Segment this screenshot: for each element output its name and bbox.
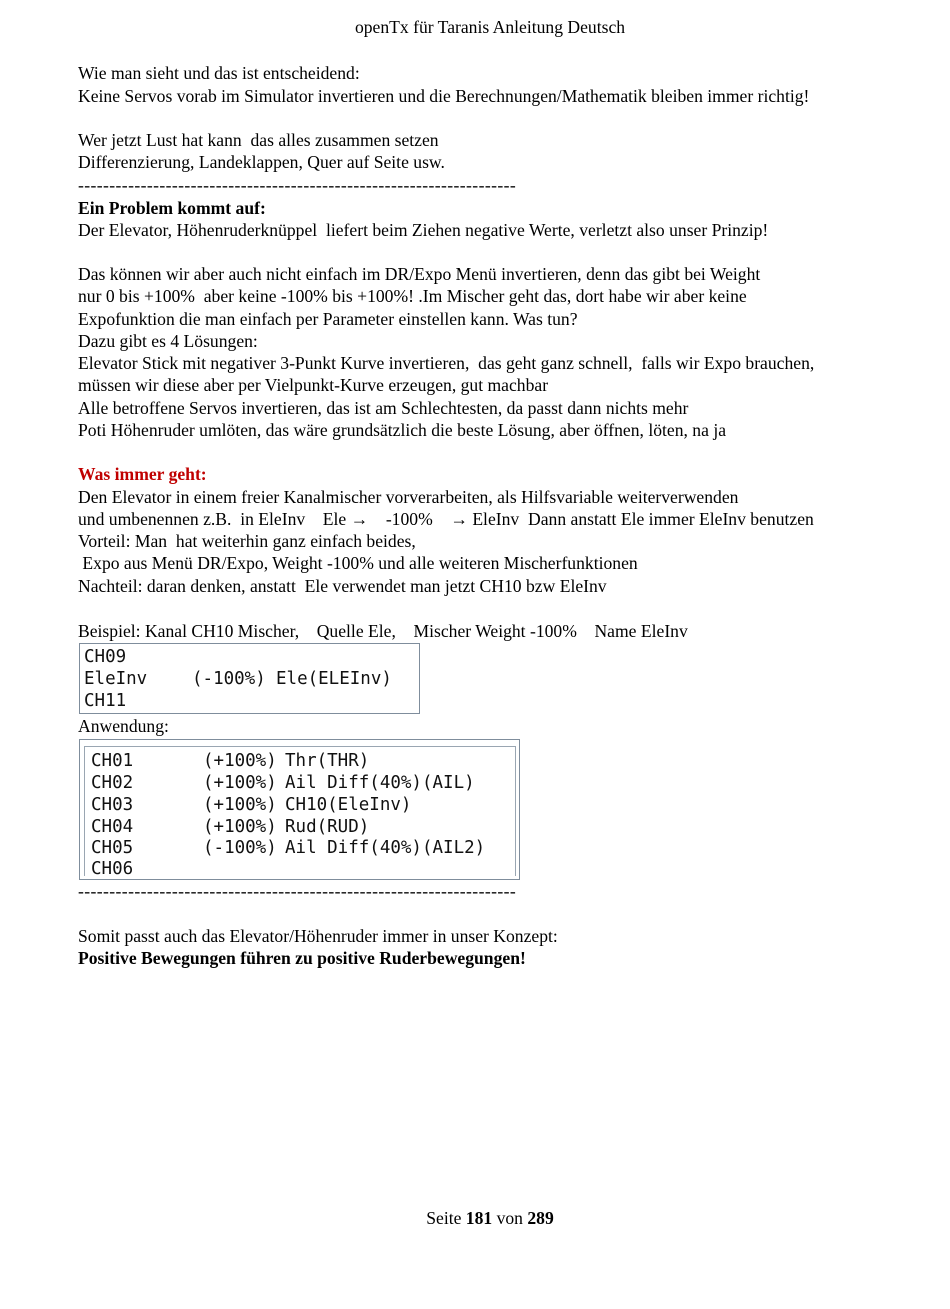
conclusion-line: Positive Bewegungen führen zu positive Ruderbewegungen! [78,948,526,968]
mixer-source: CH10(EleInv) [285,795,412,815]
mixer-source: Rud(RUD) [285,817,370,837]
footer-prefix: Seite [426,1208,466,1228]
text-line: Keine Servos vorab im Simulator invertieren und die Berechnungen/Mathematik bleiben immer richtig! [78,86,810,106]
channel-label: CH09 [84,647,127,667]
text-line: Alle betroffene Servos invertieren, das ist am Schlechtesten, da passt dann nichts mehr [78,398,689,418]
channel-label: CH03 [91,795,134,815]
text-line: Poti Höhenruder umlöten, das wäre grundsätzlich die beste Lösung, aber öffnen, löten, na ja [78,420,727,440]
mixer-weight: (-100%) [203,838,277,858]
mixer-screenshot-2 [79,739,520,880]
text-line: Beispiel: Kanal CH10 Mischer, Quelle Ele, Mischer Weight -100% Name EleInv [78,621,688,641]
channel-label: CH02 [91,773,134,793]
text-line: Differenzierung, Landeklappen, Quer auf Seite usw. [78,152,445,172]
text-line: Expo aus Menü DR/Expo, Weight -100% und alle weiteren Mischerfunktionen [78,553,638,573]
text-line: Das können wir aber auch nicht einfach im DR/Expo Menü invertieren, denn das gibt bei Weight [78,264,761,284]
text-line: Elevator Stick mit negativer 3-Punkt Kurve invertieren, das geht ganz schnell, falls wir Expo brauchen, [78,353,815,373]
text-line: Nachteil: daran denken, anstatt Ele verwendet man jetzt CH10 bzw EleInv [78,576,607,596]
channel-label: CH06 [91,859,134,879]
channel-label: CH05 [91,838,134,858]
separator: ---------------------------------------------------------------------- [78,175,517,195]
page-header: openTx für Taranis Anleitung Deutsch [354,17,626,37]
channel-label: CH01 [91,751,134,771]
mixer-screenshot-1 [79,643,420,714]
page-total: 289 [527,1208,554,1228]
mixer-source: Thr(THR) [285,751,370,771]
channel-label: EleInv [84,669,148,689]
mixer-weight: (+100%) [203,817,277,837]
text-line: nur 0 bis +100% aber keine -100% bis +100%! .Im Mischer geht das, dort habe wir aber keine [78,286,747,306]
text-line: Den Elevator in einem freier Kanalmischer vorverarbeiten, als Hilfsvariable weiterverwenden [78,487,739,507]
text-line: Vorteil: Man hat weiterhin ganz einfach beides, [78,531,416,551]
text-line: Dazu gibt es 4 Lösungen: [78,331,258,351]
mixer-weight: (+100%) [203,751,277,771]
footer-mid: von [492,1208,528,1228]
problem-heading: Ein Problem kommt auf: [78,198,266,218]
mixer-weight: (+100%) [203,773,277,793]
text-line: Somit passt auch das Elevator/Höhenruder immer in unser Konzept: [78,926,558,946]
mixer-source: Ail Diff(40%)(AIL2) [285,838,486,858]
channel-label: CH11 [84,691,127,711]
text-line: Anwendung: [78,716,169,736]
text-line: müssen wir diese aber per Vielpunkt-Kurve erzeugen, gut machbar [78,375,549,395]
mixer-source: Ele(ELEInv) [276,669,392,689]
separator: ---------------------------------------------------------------------- [78,881,517,901]
mixer-source: Ail Diff(40%)(AIL) [285,773,475,793]
text-line: Wer jetzt Lust hat kann das alles zusammen setzen [78,130,439,150]
channel-label: CH04 [91,817,134,837]
text-line: Expofunktion die man einfach per Parameter einstellen kann. Was tun? [78,309,578,329]
page-footer [0,1207,950,1229]
page-number: 181 [465,1208,493,1228]
text-line: Wie man sieht und das ist entscheidend: [78,63,360,83]
mixer-weight: (+100%) [203,795,277,815]
mixer-weight: (-100%) [192,669,266,689]
text-line: Der Elevator, Höhenruderknüppel liefert beim Ziehen negative Werte, verletzt also unser Prinzip! [78,220,769,240]
text-line: und umbenennen z.B. in EleInv Ele → -100% → EleInv Dann anstatt Ele immer EleInv benutzen [78,509,814,529]
always-heading: Was immer geht: [78,464,207,484]
